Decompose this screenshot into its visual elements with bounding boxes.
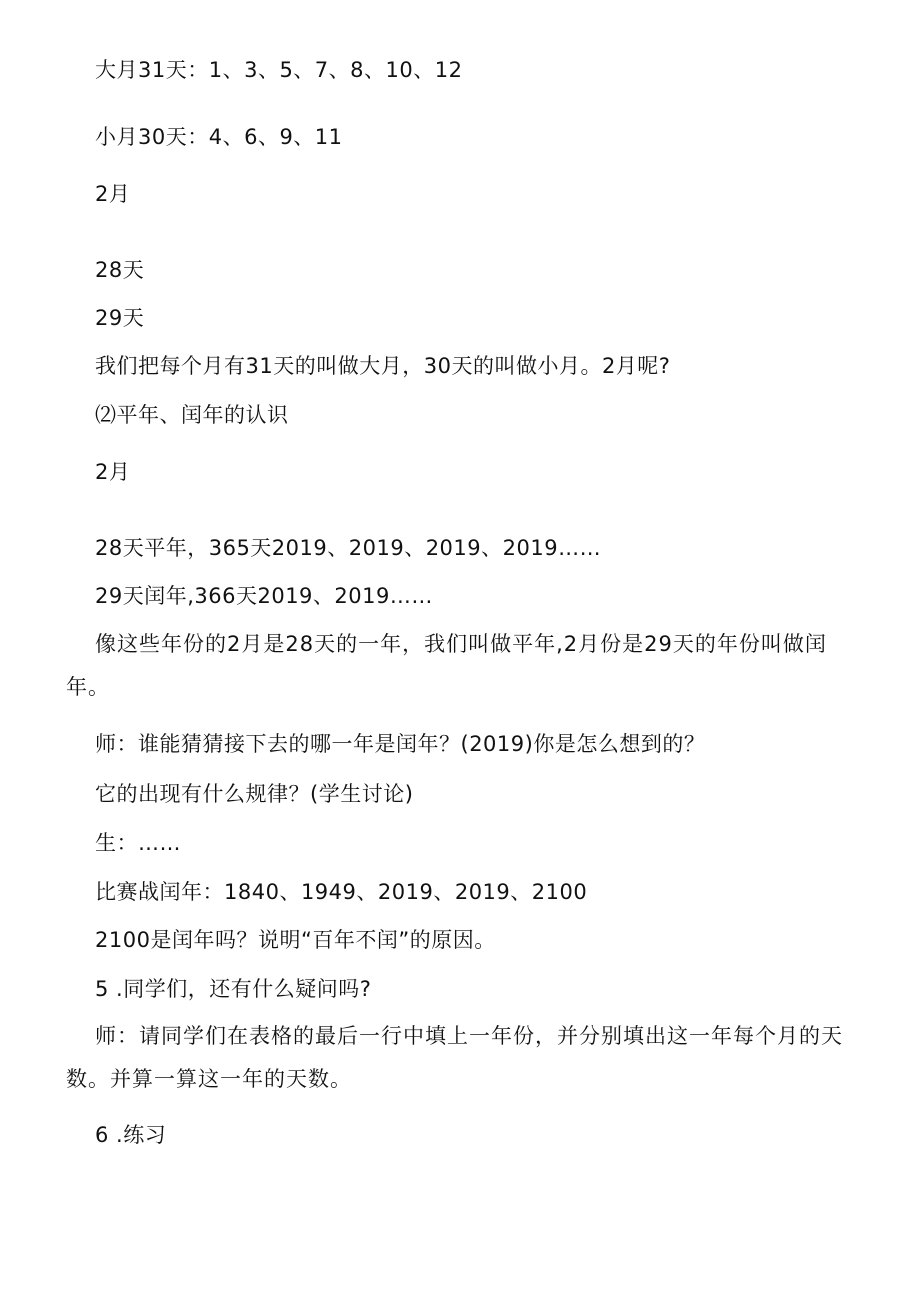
table-fill-instruction: 师：请同学们在表格的最后一行中填上一年份，并分别填出这一年每个月的天数。并算一算这一年的天数。 xyxy=(66,1024,843,1091)
student-response: 生：…… xyxy=(95,831,181,855)
february-label: 2月 xyxy=(95,182,131,206)
pattern-question: 它的出现有什么规律？(学生讨论) xyxy=(95,782,414,806)
item-5-questions: 5 .同学们，还有什么疑问吗? xyxy=(95,977,372,1001)
common-leap-definition: 像这些年份的2月是28天的一年，我们叫做平年,2月份是29天的年份叫做闰年。 xyxy=(66,632,827,699)
item-6-practice: 6 .练习 xyxy=(95,1123,167,1147)
teacher-question: 师：谁能猜猜接下去的哪一年是闰年？(2019)你是怎么想到的？ xyxy=(95,732,706,756)
section-heading-leap-year: ⑵平年、闰年的认识 xyxy=(95,403,289,427)
leap-year-challenge: 比赛战闰年：1840、1949、2019、2019、2100 xyxy=(95,880,588,904)
days-28-label: 28天 xyxy=(95,258,145,282)
leap-year-line: 29天闰年,366天2019、2019…… xyxy=(95,584,433,608)
big-month-line: 大月31天：1、3、5、7、8、10、12 xyxy=(95,58,463,82)
february-label-2: 2月 xyxy=(95,460,131,484)
big-small-month-definition: 我们把每个月有31天的叫做大月，30天的叫做小月。2月呢? xyxy=(95,354,671,378)
century-rule-question: 2100是闰年吗？说明“百年不闰”的原因。 xyxy=(95,928,496,952)
days-29-label: 29天 xyxy=(95,306,145,330)
common-year-line: 28天平年，365天2019、2019、2019、2019…… xyxy=(95,536,602,560)
small-month-line: 小月30天：4、6、9、11 xyxy=(95,125,343,149)
